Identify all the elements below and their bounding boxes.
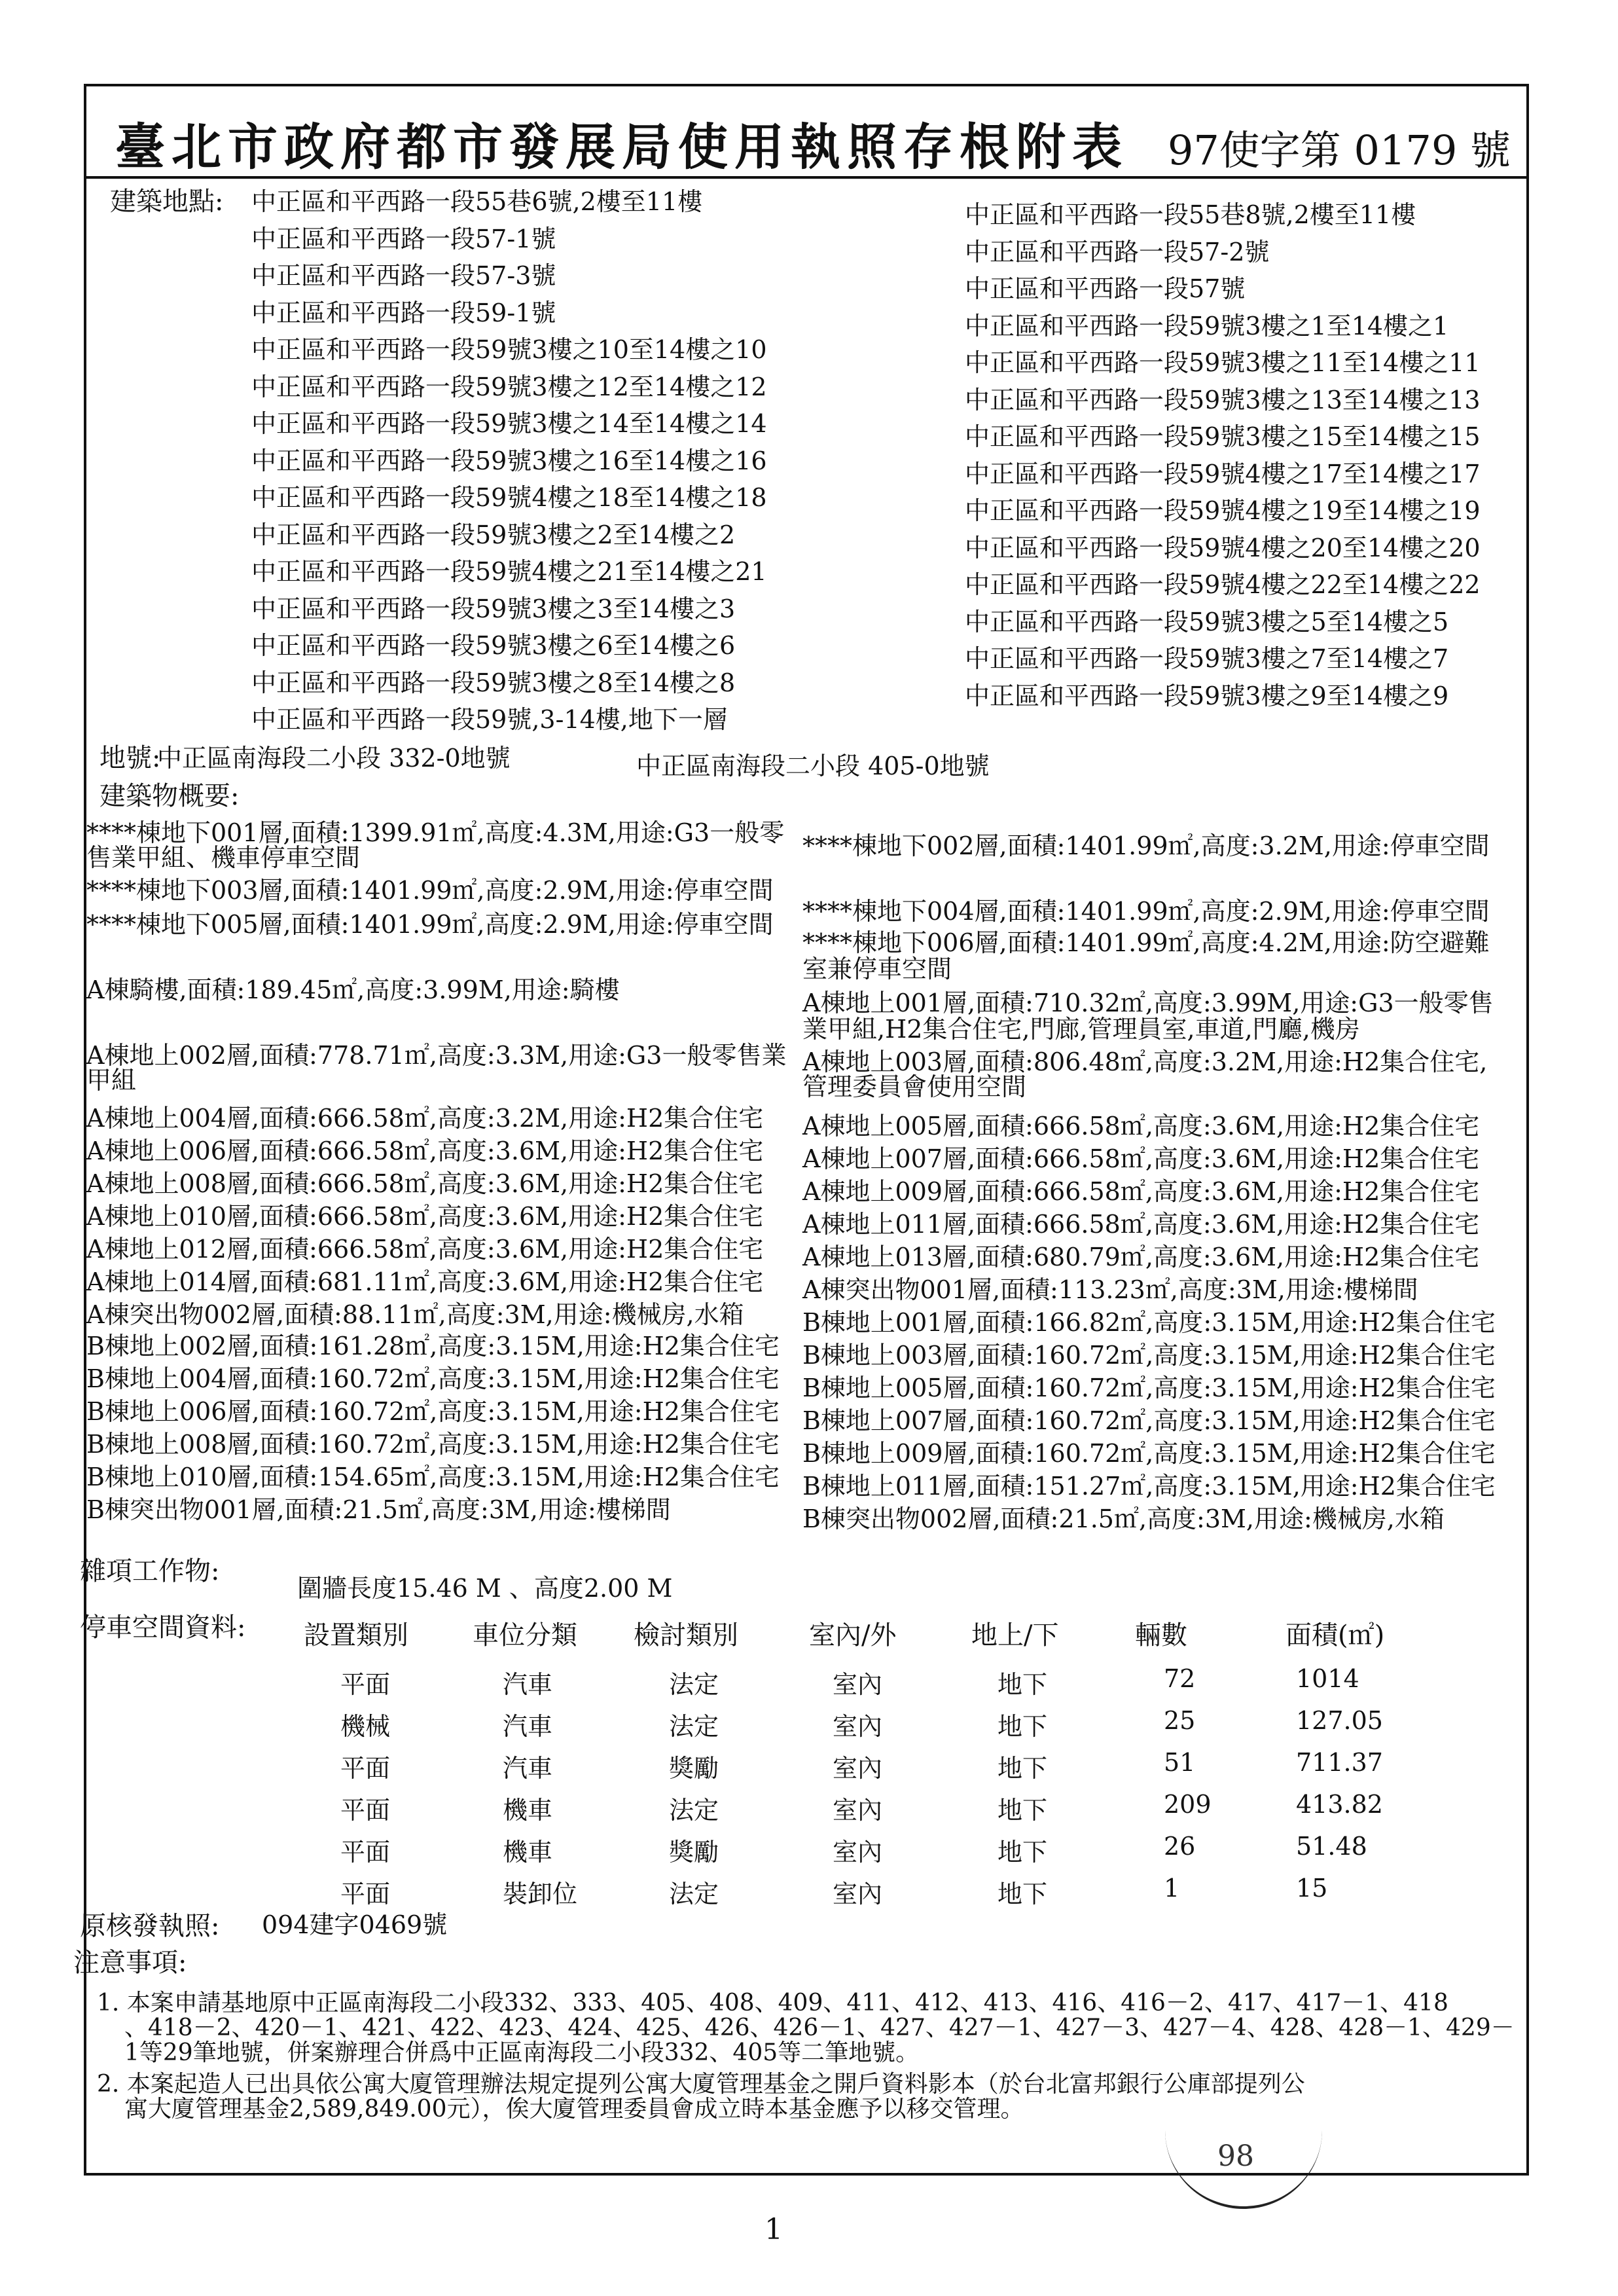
note-line: 2. 本案起造人已出具依公寓大廈管理辦法規定提列公寓大廈管理基金之開戶資料影本（於台北富邦銀行公庫部提列公 <box>97 2071 1305 2098</box>
parking-cell: 汽車 <box>503 1754 553 1783</box>
original-permit-label: 原核發執照: <box>80 1911 220 1941</box>
address-line: 中正區和平西路一段59號3樓之9至14樓之9 <box>965 681 1449 710</box>
parking-cell: 室內 <box>833 1796 883 1825</box>
parking-cell: 25 <box>1164 1706 1196 1735</box>
overview-line: B棟地上006層,面積:160.72㎡,高度:3.15M,用途:H2集合住宅 <box>86 1397 780 1426</box>
address-line: 中正區和平西路一段59號,3-14樓,地下一層 <box>251 705 728 734</box>
overview-line: 甲組 <box>86 1066 137 1095</box>
parking-label: 停車空間資料: <box>80 1613 246 1643</box>
parking-cell: 法定 <box>669 1796 719 1825</box>
address-line: 中正區和平西路一段55巷6號,2樓至11樓 <box>251 187 703 216</box>
address-line: 中正區和平西路一段59號3樓之8至14樓之8 <box>251 668 736 697</box>
parking-cell: 209 <box>1164 1790 1212 1819</box>
overview-line: B棟地上010層,面積:154.65㎡,高度:3.15M,用途:H2集合住宅 <box>86 1463 780 1491</box>
address-line: 中正區和平西路一段57-2號 <box>965 237 1270 266</box>
overview-line: A棟地上010層,面積:666.58㎡,高度:3.6M,用途:H2集合住宅 <box>86 1202 764 1231</box>
parking-cell: 法定 <box>669 1712 719 1741</box>
parking-header-cell: 室內/外 <box>809 1620 897 1650</box>
overview-line: ****棟地下002層,面積:1401.99㎡,高度:3.2M,用途:停車空間 <box>802 831 1490 860</box>
lot-right: 中正區南海段二小段 405-0地號 <box>636 752 990 780</box>
parking-cell: 室內 <box>833 1754 883 1783</box>
overview-line: A棟地上014層,面積:681.11㎡,高度:3.6M,用途:H2集合住宅 <box>86 1267 764 1296</box>
lot-left: 中正區南海段二小段 332-0地號 <box>157 744 511 773</box>
note-line: 1等29筆地號，併案辦理合併爲中正區南海段二小段332、405等二筆地號。 <box>124 2039 920 2066</box>
parking-cell: 72 <box>1164 1664 1196 1693</box>
overview-line: A棟地上003層,面積:806.48㎡,高度:3.2M,用途:H2集合住宅, <box>802 1048 1488 1076</box>
address-line: 中正區和平西路一段59號4樓之19至14樓之19 <box>965 496 1481 525</box>
overview-line: A棟地上011層,面積:666.58㎡,高度:3.6M,用途:H2集合住宅 <box>802 1210 1480 1239</box>
overview-label: 建築物概要: <box>99 781 240 811</box>
overview-line: A棟地上006層,面積:666.58㎡,高度:3.6M,用途:H2集合住宅 <box>86 1137 764 1165</box>
overview-line: ****棟地下006層,面積:1401.99㎡,高度:4.2M,用途:防空避難 <box>802 928 1490 957</box>
overview-line: B棟地上007層,面積:160.72㎡,高度:3.15M,用途:H2集合住宅 <box>802 1406 1496 1435</box>
parking-cell: 413.82 <box>1296 1790 1383 1819</box>
overview-line: A棟地上007層,面積:666.58㎡,高度:3.6M,用途:H2集合住宅 <box>802 1144 1480 1173</box>
parking-header-cell: 面積(㎡) <box>1285 1620 1385 1650</box>
parking-cell: 法定 <box>669 1670 719 1699</box>
parking-cell: 機械 <box>340 1712 391 1741</box>
parking-cell: 獎勵 <box>669 1754 719 1783</box>
page-title: 臺北市政府都市發展局使用執照存根附表 <box>115 118 1128 176</box>
parking-cell: 機車 <box>503 1838 553 1867</box>
overview-line: B棟地上003層,面積:160.72㎡,高度:3.15M,用途:H2集合住宅 <box>802 1341 1496 1370</box>
parking-cell: 地下 <box>998 1754 1048 1783</box>
parking-cell: 1 <box>1164 1874 1180 1903</box>
overview-line: A棟地上012層,面積:666.58㎡,高度:3.6M,用途:H2集合住宅 <box>86 1235 764 1264</box>
parking-cell: 法定 <box>669 1880 719 1908</box>
address-line: 中正區和平西路一段59號3樓之11至14樓之11 <box>965 348 1481 377</box>
parking-cell: 地下 <box>998 1670 1048 1699</box>
parking-header-cell: 設置類別 <box>304 1620 408 1650</box>
lot-label: 地號: <box>99 743 161 773</box>
parking-cell: 地下 <box>998 1712 1048 1741</box>
parking-cell: 26 <box>1164 1832 1196 1861</box>
notes-label: 注意事項: <box>73 1948 187 1978</box>
parking-cell: 室內 <box>833 1880 883 1908</box>
parking-cell: 室內 <box>833 1712 883 1741</box>
address-line: 中正區和平西路一段59號3樓之2至14樓之2 <box>251 520 736 549</box>
misc-work-label: 雜項工作物: <box>80 1556 220 1586</box>
address-line: 中正區和平西路一段59號3樓之10至14樓之10 <box>251 335 767 364</box>
overview-line: A棟地上008層,面積:666.58㎡,高度:3.6M,用途:H2集合住宅 <box>86 1169 764 1198</box>
overview-line: B棟地上008層,面積:160.72㎡,高度:3.15M,用途:H2集合住宅 <box>86 1430 780 1459</box>
parking-header-cell: 地上/下 <box>971 1620 1059 1650</box>
overview-line: A棟騎樓,面積:189.45㎡,高度:3.99M,用途:騎樓 <box>86 975 620 1004</box>
stamp-text: 98 <box>1217 2140 1254 2173</box>
parking-cell: 室內 <box>833 1838 883 1867</box>
overview-line: ****棟地下004層,面積:1401.99㎡,高度:2.9M,用途:停車空間 <box>802 897 1490 926</box>
address-line: 中正區和平西路一段59號4樓之21至14樓之21 <box>251 557 767 586</box>
parking-cell: 地下 <box>998 1880 1048 1908</box>
overview-line: B棟突出物002層,面積:21.5㎡,高度:3M,用途:機械房,水箱 <box>802 1504 1445 1533</box>
address-line: 中正區和平西路一段59號3樓之13至14樓之13 <box>965 385 1481 414</box>
parking-header-cell: 輛數 <box>1135 1620 1187 1650</box>
parking-cell: 室內 <box>833 1670 883 1699</box>
parking-cell: 51.48 <box>1296 1832 1367 1861</box>
parking-cell: 獎勵 <box>669 1838 719 1867</box>
address-line: 中正區和平西路一段59號4樓之18至14樓之18 <box>251 483 767 512</box>
overview-line: B棟地上011層,面積:151.27㎡,高度:3.15M,用途:H2集合住宅 <box>802 1472 1496 1501</box>
overview-line: A棟地上004層,面積:666.58㎡,高度:3.2M,用途:H2集合住宅 <box>86 1104 764 1133</box>
overview-line: 室兼停車空間 <box>802 955 952 983</box>
address-line: 中正區和平西路一段59號3樓之16至14樓之16 <box>251 446 767 475</box>
address-line: 中正區和平西路一段59號3樓之1至14樓之1 <box>965 311 1449 340</box>
address-line: 中正區和平西路一段55巷8號,2樓至11樓 <box>965 200 1416 229</box>
address-line: 中正區和平西路一段59號3樓之6至14樓之6 <box>251 631 736 660</box>
parking-cell: 裝卸位 <box>503 1880 578 1908</box>
original-permit-value: 094建字0469號 <box>262 1910 448 1939</box>
page-number: 1 <box>764 2213 783 2246</box>
parking-cell: 711.37 <box>1296 1748 1383 1777</box>
address-line: 中正區和平西路一段59號3樓之7至14樓之7 <box>965 644 1449 673</box>
parking-cell: 地下 <box>998 1838 1048 1867</box>
overview-line: A棟突出物002層,面積:88.11㎡,高度:3M,用途:機械房,水箱 <box>86 1300 744 1329</box>
parking-cell: 51 <box>1164 1748 1196 1777</box>
address-line: 中正區和平西路一段59號3樓之3至14樓之3 <box>251 594 736 623</box>
overview-line: A棟地上009層,面積:666.58㎡,高度:3.6M,用途:H2集合住宅 <box>802 1177 1480 1206</box>
parking-cell: 1014 <box>1296 1664 1359 1693</box>
address-line: 中正區和平西路一段59號3樓之12至14樓之12 <box>251 372 767 401</box>
overview-line: B棟地上002層,面積:161.28㎡,高度:3.15M,用途:H2集合住宅 <box>86 1332 780 1360</box>
note-line: 、418－2、420－1、421、422、423、424、425、426、426－1、427、427－1、427－3、427－4、428、428－1、429－ <box>124 2014 1515 2041</box>
permit-number: 97使字第 0179 號 <box>1167 126 1511 174</box>
parking-header-cell: 檢討類別 <box>634 1620 738 1650</box>
address-line: 中正區和平西路一段59號4樓之17至14樓之17 <box>965 459 1481 488</box>
note-line: 寓大廈管理基金2,589,849.00元），俟大廈管理委員會成立時本基金應予以移交管理。 <box>124 2096 1024 2123</box>
parking-cell: 機車 <box>503 1796 553 1825</box>
overview-line: A棟突出物001層,面積:113.23㎡,高度:3M,用途:樓梯間 <box>802 1275 1418 1304</box>
address-line: 中正區和平西路一段57號 <box>965 274 1246 303</box>
parking-cell: 地下 <box>998 1796 1048 1825</box>
address-line: 中正區和平西路一段59號4樓之22至14樓之22 <box>965 570 1481 599</box>
address-line: 中正區和平西路一段57-1號 <box>251 224 556 253</box>
address-line: 中正區和平西路一段59-1號 <box>251 298 556 327</box>
overview-line: 售業甲組、機車停車空間 <box>86 843 361 872</box>
parking-cell: 平面 <box>340 1754 391 1783</box>
overview-line: 管理委員會使用空間 <box>802 1072 1027 1101</box>
overview-line: B棟地上001層,面積:166.82㎡,高度:3.15M,用途:H2集合住宅 <box>802 1308 1496 1337</box>
parking-cell: 平面 <box>340 1796 391 1825</box>
overview-line: B棟地上005層,面積:160.72㎡,高度:3.15M,用途:H2集合住宅 <box>802 1374 1496 1402</box>
overview-line: B棟地上009層,面積:160.72㎡,高度:3.15M,用途:H2集合住宅 <box>802 1439 1496 1468</box>
overview-line: A棟地上001層,面積:710.32㎡,高度:3.99M,用途:G3一般零售 <box>802 989 1494 1017</box>
overview-line: ****棟地下001層,面積:1399.91㎡,高度:4.3M,用途:G3一般零 <box>86 818 785 847</box>
address-line: 中正區和平西路一段59號4樓之20至14樓之20 <box>965 533 1481 562</box>
parking-cell: 平面 <box>340 1838 391 1867</box>
address-line: 中正區和平西路一段59號3樓之14至14樓之14 <box>251 409 767 438</box>
overview-line: B棟突出物001層,面積:21.5㎡,高度:3M,用途:樓梯間 <box>86 1495 671 1524</box>
overview-line: A棟地上002層,面積:778.71㎡,高度:3.3M,用途:G3一般零售業 <box>86 1041 787 1070</box>
overview-line: ****棟地下003層,面積:1401.99㎡,高度:2.9M,用途:停車空間 <box>86 876 774 905</box>
parking-cell: 平面 <box>340 1880 391 1908</box>
overview-line: B棟地上004層,面積:160.72㎡,高度:3.15M,用途:H2集合住宅 <box>86 1364 780 1393</box>
overview-line: ****棟地下005層,面積:1401.99㎡,高度:2.9M,用途:停車空間 <box>86 910 774 939</box>
parking-cell: 15 <box>1296 1874 1328 1903</box>
address-line: 中正區和平西路一段57-3號 <box>251 261 556 290</box>
parking-cell: 汽車 <box>503 1670 553 1699</box>
note-line: 1. 本案申請基地原中正區南海段二小段332、333、405、408、409、411、412、413、416、416－2、417、417－1、418 <box>97 1990 1448 2016</box>
address-label: 建築地點: <box>110 187 224 217</box>
overview-line: A棟地上005層,面積:666.58㎡,高度:3.6M,用途:H2集合住宅 <box>802 1112 1480 1140</box>
address-line: 中正區和平西路一段59號3樓之5至14樓之5 <box>965 607 1449 636</box>
parking-cell: 平面 <box>340 1670 391 1699</box>
parking-cell: 汽車 <box>503 1712 553 1741</box>
overview-line: 業甲組,H2集合住宅,門廊,管理員室,車道,門廳,機房 <box>802 1015 1360 1044</box>
misc-work-value: 圍牆長度15.46 M 、高度2.00 M <box>297 1574 673 1603</box>
parking-header-cell: 車位分類 <box>473 1620 577 1650</box>
parking-cell: 127.05 <box>1296 1706 1383 1735</box>
address-line: 中正區和平西路一段59號3樓之15至14樓之15 <box>965 422 1481 451</box>
title-row <box>84 84 1529 179</box>
overview-line: A棟地上013層,面積:680.79㎡,高度:3.6M,用途:H2集合住宅 <box>802 1243 1480 1271</box>
